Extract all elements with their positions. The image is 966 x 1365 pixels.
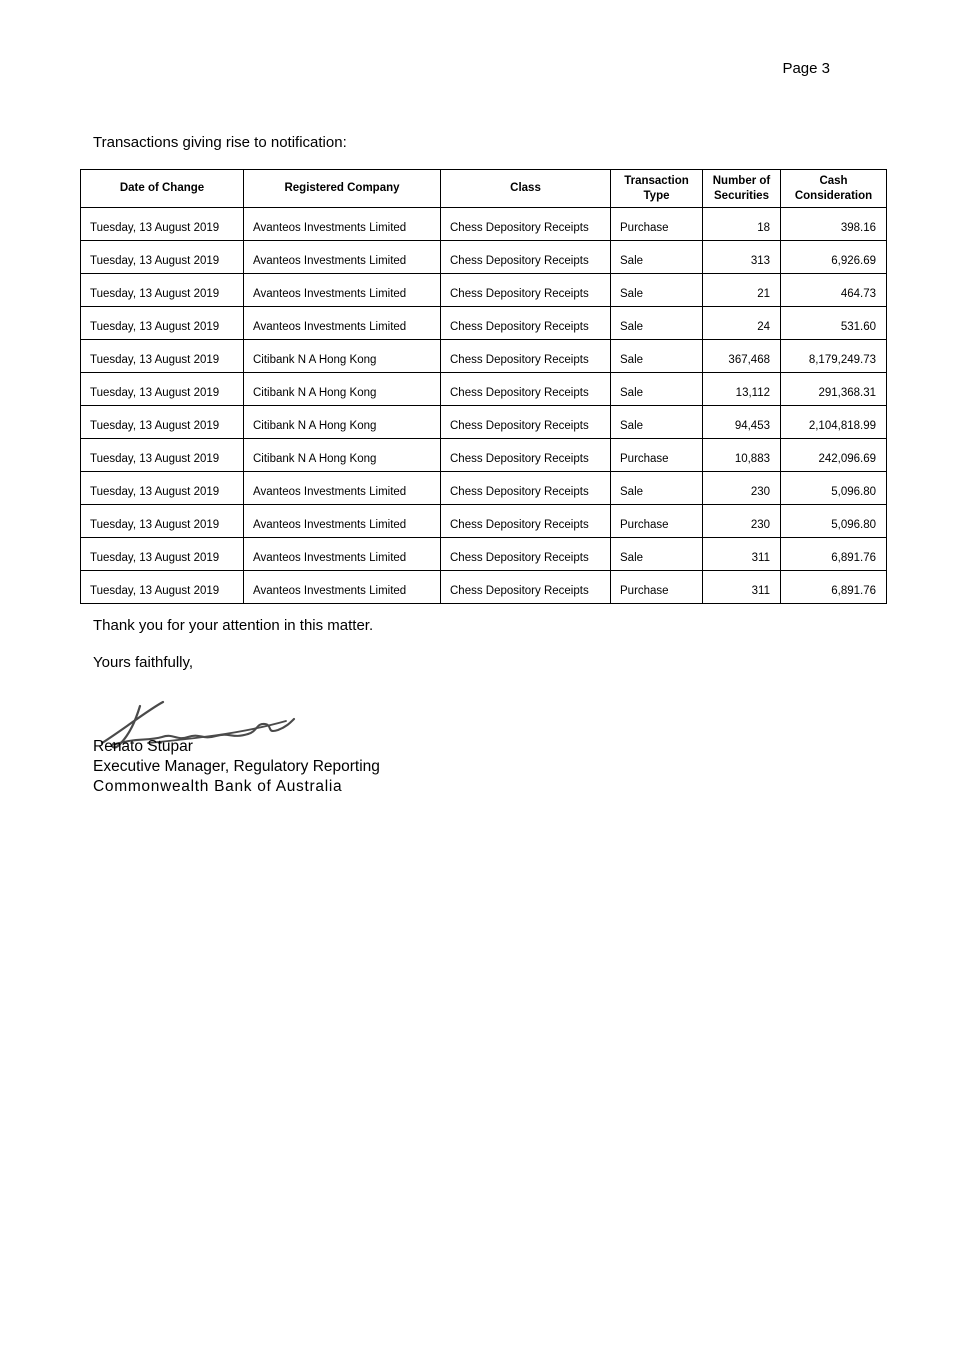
table-row xyxy=(81,439,887,472)
cell-registered-company: Citibank N A Hong Kong xyxy=(244,439,441,472)
table-row xyxy=(81,373,887,406)
cell-date-of-change: Tuesday, 13 August 2019 xyxy=(81,373,244,406)
cell-class: Chess Depository Receipts xyxy=(441,274,611,307)
table-row xyxy=(81,307,887,340)
cell-transaction-type: Purchase xyxy=(611,505,703,538)
table-row xyxy=(81,472,887,505)
header-date-of-change: Date of Change xyxy=(81,170,244,208)
cell-transaction-type: Sale xyxy=(611,241,703,274)
cell-registered-company: Avanteos Investments Limited xyxy=(244,307,441,340)
cell-date-of-change: Tuesday, 13 August 2019 xyxy=(81,274,244,307)
cell-cash-consideration: 8,179,249.73 xyxy=(781,340,887,373)
cell-number-of-securities: 313 xyxy=(703,241,781,274)
header-registered-company: Registered Company xyxy=(244,170,441,208)
cell-transaction-type: Purchase xyxy=(611,439,703,472)
cell-class: Chess Depository Receipts xyxy=(441,472,611,505)
closing-valediction-text: Yours faithfully, xyxy=(93,654,194,671)
cell-class: Chess Depository Receipts xyxy=(441,571,611,604)
table-row xyxy=(81,538,887,571)
cell-class: Chess Depository Receipts xyxy=(441,208,611,241)
cell-transaction-type: Sale xyxy=(611,274,703,307)
table-row xyxy=(81,241,887,274)
cell-class: Chess Depository Receipts xyxy=(441,241,611,274)
cell-registered-company: Avanteos Investments Limited xyxy=(244,208,441,241)
signatory-title: Executive Manager, Regulatory Reporting xyxy=(93,758,380,775)
cell-date-of-change: Tuesday, 13 August 2019 xyxy=(81,472,244,505)
cell-registered-company: Avanteos Investments Limited xyxy=(244,472,441,505)
cell-cash-consideration: 6,926.69 xyxy=(781,241,887,274)
cell-date-of-change: Tuesday, 13 August 2019 xyxy=(81,538,244,571)
cell-number-of-securities: 230 xyxy=(703,505,781,538)
header-cash-consideration: Cash Consideration xyxy=(781,170,887,208)
cell-transaction-type: Sale xyxy=(611,373,703,406)
cell-class: Chess Depository Receipts xyxy=(441,373,611,406)
cell-date-of-change: Tuesday, 13 August 2019 xyxy=(81,241,244,274)
page-number: Page 3 xyxy=(782,60,830,77)
cell-cash-consideration: 398.16 xyxy=(781,208,887,241)
cell-transaction-type: Sale xyxy=(611,472,703,505)
closing-thanks-text: Thank you for your attention in this matter. xyxy=(93,617,374,634)
cell-date-of-change: Tuesday, 13 August 2019 xyxy=(81,406,244,439)
cell-registered-company: Citibank N A Hong Kong xyxy=(244,340,441,373)
cell-date-of-change: Tuesday, 13 August 2019 xyxy=(81,340,244,373)
cell-class: Chess Depository Receipts xyxy=(441,538,611,571)
cell-number-of-securities: 311 xyxy=(703,571,781,604)
transactions-table xyxy=(80,169,887,604)
cell-registered-company: Avanteos Investments Limited xyxy=(244,571,441,604)
cell-transaction-type: Sale xyxy=(611,406,703,439)
cell-transaction-type: Sale xyxy=(611,307,703,340)
cell-date-of-change: Tuesday, 13 August 2019 xyxy=(81,439,244,472)
cell-cash-consideration: 6,891.76 xyxy=(781,571,887,604)
cell-registered-company: Avanteos Investments Limited xyxy=(244,538,441,571)
header-transaction-type: Transaction Type xyxy=(611,170,703,208)
signatory-company: Commonwealth Bank of Australia xyxy=(93,778,343,795)
cell-cash-consideration: 531.60 xyxy=(781,307,887,340)
cell-registered-company: Avanteos Investments Limited xyxy=(244,241,441,274)
cell-cash-consideration: 6,891.76 xyxy=(781,538,887,571)
cell-class: Chess Depository Receipts xyxy=(441,439,611,472)
cell-transaction-type: Purchase xyxy=(611,208,703,241)
cell-number-of-securities: 367,468 xyxy=(703,340,781,373)
cell-date-of-change: Tuesday, 13 August 2019 xyxy=(81,307,244,340)
cell-registered-company: Citibank N A Hong Kong xyxy=(244,373,441,406)
table-row xyxy=(81,406,887,439)
cell-transaction-type: Purchase xyxy=(611,571,703,604)
transactions-table-body xyxy=(81,208,887,604)
cell-number-of-securities: 94,453 xyxy=(703,406,781,439)
cell-cash-consideration: 291,368.31 xyxy=(781,373,887,406)
header-class: Class xyxy=(441,170,611,208)
intro-heading: Transactions giving rise to notification: xyxy=(93,134,347,151)
transactions-table-header xyxy=(81,170,887,208)
cell-transaction-type: Sale xyxy=(611,340,703,373)
table-row xyxy=(81,274,887,307)
cell-date-of-change: Tuesday, 13 August 2019 xyxy=(81,571,244,604)
header-number-of-securities: Number of Securities xyxy=(703,170,781,208)
header-row xyxy=(81,170,887,208)
table-row xyxy=(81,571,887,604)
cell-number-of-securities: 311 xyxy=(703,538,781,571)
cell-class: Chess Depository Receipts xyxy=(441,307,611,340)
cell-number-of-securities: 13,112 xyxy=(703,373,781,406)
cell-registered-company: Citibank N A Hong Kong xyxy=(244,406,441,439)
table-row xyxy=(81,340,887,373)
cell-number-of-securities: 24 xyxy=(703,307,781,340)
cell-registered-company: Avanteos Investments Limited xyxy=(244,505,441,538)
table-row xyxy=(81,208,887,241)
cell-cash-consideration: 242,096.69 xyxy=(781,439,887,472)
signatory-name: Renato Stupar xyxy=(93,738,193,755)
cell-date-of-change: Tuesday, 13 August 2019 xyxy=(81,208,244,241)
cell-number-of-securities: 230 xyxy=(703,472,781,505)
cell-class: Chess Depository Receipts xyxy=(441,340,611,373)
cell-class: Chess Depository Receipts xyxy=(441,505,611,538)
cell-number-of-securities: 10,883 xyxy=(703,439,781,472)
cell-cash-consideration: 464.73 xyxy=(781,274,887,307)
cell-registered-company: Avanteos Investments Limited xyxy=(244,274,441,307)
cell-number-of-securities: 21 xyxy=(703,274,781,307)
cell-cash-consideration: 5,096.80 xyxy=(781,472,887,505)
cell-number-of-securities: 18 xyxy=(703,208,781,241)
cell-class: Chess Depository Receipts xyxy=(441,406,611,439)
cell-cash-consideration: 5,096.80 xyxy=(781,505,887,538)
cell-cash-consideration: 2,104,818.99 xyxy=(781,406,887,439)
table-row xyxy=(81,505,887,538)
cell-date-of-change: Tuesday, 13 August 2019 xyxy=(81,505,244,538)
cell-transaction-type: Sale xyxy=(611,538,703,571)
